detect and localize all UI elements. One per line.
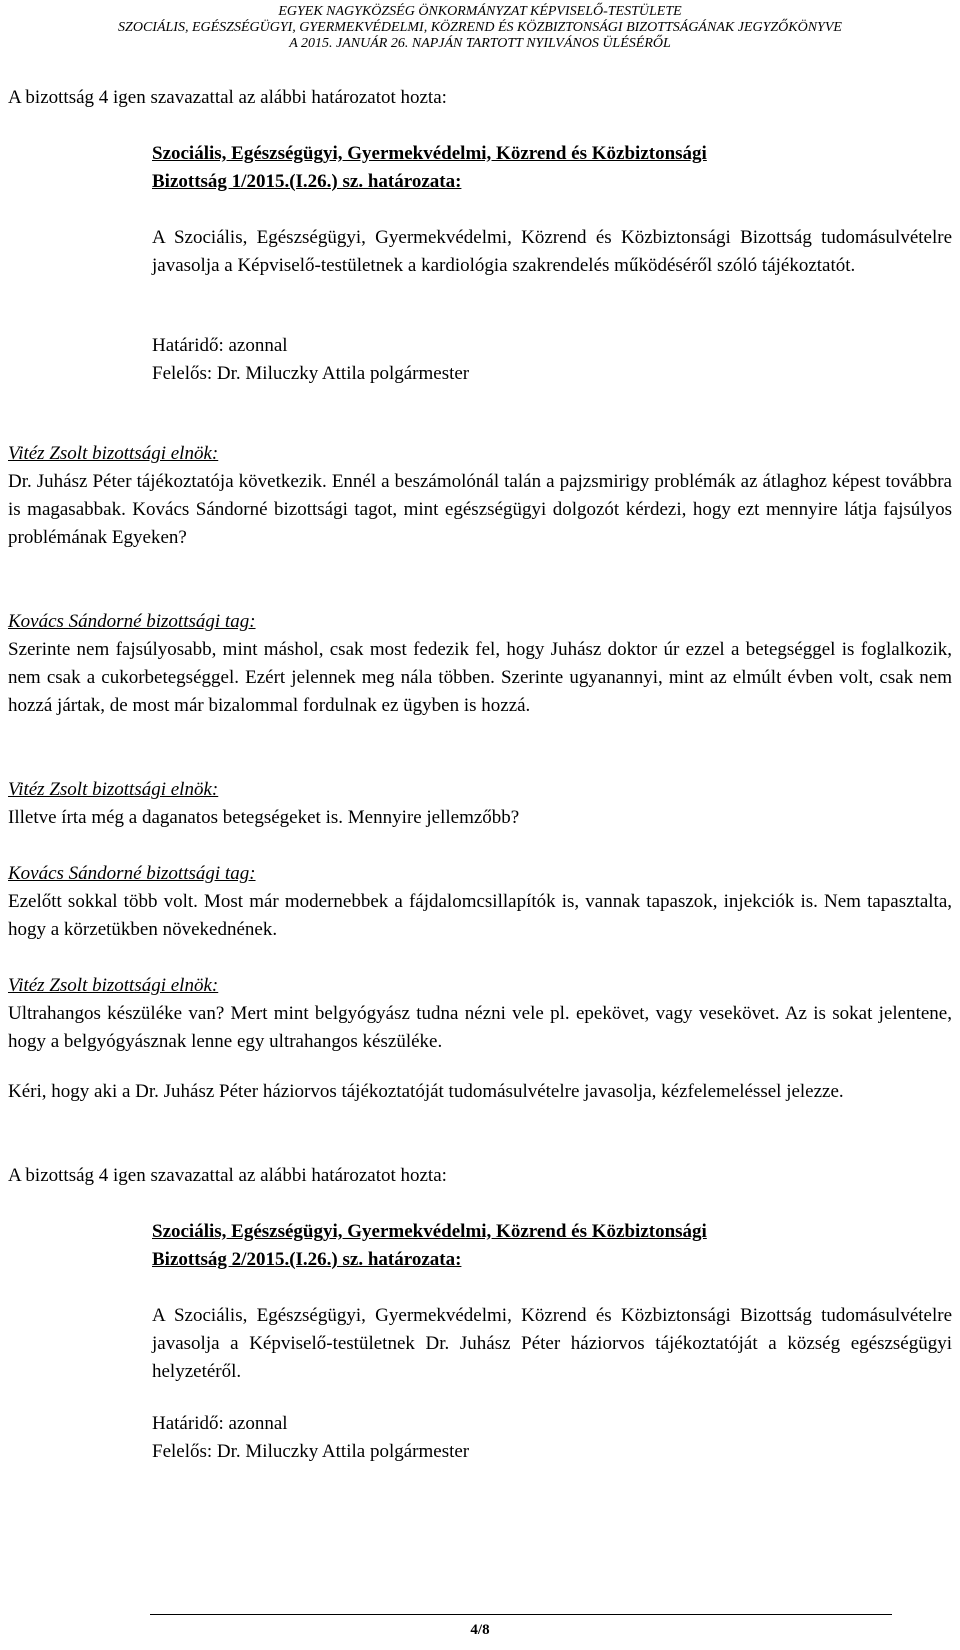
speech-text: Ezelőtt sokkal több volt. Most már modernebbek a fájdalomcsillapítók is, vannak tapaszok, injekciók is. Nem tapasztalta, hogy a körzetükben növekednének.	[8, 891, 952, 940]
resolution-2-body: A Szociális, Egészségügyi, Gyermekvédelmi, Közrend és Közbiztonsági Bizottság tudomásulvételre javasolja a Képviselő-testületnek Dr. Juhász Péter háziorvos tájékoztatóját a község egészségügyi helyzetéről.	[152, 1305, 952, 1382]
vote-request: Kéri, hogy aki a Dr. Juhász Péter háziorvos tájékoztatóját tudomásulvételre javasolja, kézfelemeléssel jelezze.	[8, 1081, 844, 1102]
resolution-2-title	[152, 1218, 952, 1274]
dialogue-entry-5	[8, 972, 952, 1056]
vote-statement-1: A bizottság 4 igen szavazattal az alábbi határozatot hozta:	[8, 87, 447, 108]
speaker-label: Vitéz Zsolt bizottsági elnök:	[8, 779, 219, 800]
resolution-2-deadline: Határidő: azonnal	[152, 1413, 288, 1434]
dialogue-entry-3	[8, 776, 952, 832]
document-header	[0, 4, 960, 52]
resolution-2-title-line-1: Szociális, Egészségügyi, Gyermekvédelmi, Közrend és Közbiztonsági	[152, 1221, 707, 1242]
resolution-1-body: A Szociális, Egészségügyi, Gyermekvédelmi, Közrend és Közbiztonsági Bizottság tudomásulvételre javasolja a Képviselő-testületnek a kardiológia szakrendelés működéséről szóló tájékoztatót.	[152, 227, 952, 276]
speech-text: Szerinte nem fajsúlyosabb, mint máshol, csak most fedezik fel, hogy Juhász doktor úr ezzel a betegséggel is foglalkozik, nem csak a cukorbetegséggel. Ezért jelennek meg nála többen. Szerinte ugyanannyi, mint az elmúlt évben volt, csak nem hozzá jártak, de most már bizalommal fordulnak ez ügyben is hozzá.	[8, 639, 952, 716]
speaker-label: Kovács Sándorné bizottsági tag:	[8, 863, 256, 884]
dialogue-entry-1	[8, 440, 952, 552]
header-line-1: EGYEK NAGYKÖZSÉG ÖNKORMÁNYZAT KÉPVISELŐ-TESTÜLETE	[278, 4, 682, 19]
footer-divider	[150, 1614, 892, 1615]
speech-text: Illetve írta még a daganatos betegségeket is. Mennyire jellemzőbb?	[8, 807, 520, 828]
speech-text: Dr. Juhász Péter tájékoztatója következik. Ennél a beszámolónál talán a pajzsmirigy problémák az átlaghoz képest továbbra is magasabbak. Kovács Sándorné bizottsági tagot, mint egészségügyi dolgozót kérdezi, hogy ezt mennyire látja fajsúlyos problémának Egyeken?	[8, 471, 952, 548]
page-number: 4/8	[470, 1622, 490, 1638]
header-line-3: A 2015. JANUÁR 26. NAPJÁN TARTOTT NYILVÁNOS ÜLÉSÉRŐL	[289, 36, 671, 51]
speaker-label: Kovács Sándorné bizottsági tag:	[8, 611, 256, 632]
dialogue-entry-4	[8, 860, 952, 944]
speech-text: Ultrahangos készüléke van? Mert mint belgyógyász tudna nézni vele pl. epekövet, vagy vesekövet. Az is sokat jelentene, hogy a belgyógyásznak lenne egy ultrahangos készüléke.	[8, 1003, 952, 1052]
speaker-label: Vitéz Zsolt bizottsági elnök:	[8, 443, 219, 464]
resolution-1-responsible: Felelős: Dr. Miluczky Attila polgármester	[152, 363, 470, 384]
resolution-1-deadline: Határidő: azonnal	[152, 335, 288, 356]
resolution-1-title-line-2: Bizottság 1/2015.(I.26.) sz. határozata:	[152, 171, 462, 192]
resolution-2-title-line-2: Bizottság 2/2015.(I.26.) sz. határozata:	[152, 1249, 462, 1270]
vote-statement-2: A bizottság 4 igen szavazattal az alábbi határozatot hozta:	[8, 1165, 447, 1186]
resolution-2-responsible: Felelős: Dr. Miluczky Attila polgármester	[152, 1441, 470, 1462]
speaker-label: Vitéz Zsolt bizottsági elnök:	[8, 975, 219, 996]
dialogue-entry-2	[8, 608, 952, 720]
header-line-2: SZOCIÁLIS, EGÉSZSÉGÜGYI, GYERMEKVÉDELMI, KÖZREND ÉS KÖZBIZTONSÁGI BIZOTTSÁGÁNAK JEGYZŐKÖNYVE	[118, 20, 842, 35]
resolution-1-title	[152, 140, 952, 196]
resolution-1-title-line-1: Szociális, Egészségügyi, Gyermekvédelmi, Közrend és Közbiztonsági	[152, 143, 707, 164]
